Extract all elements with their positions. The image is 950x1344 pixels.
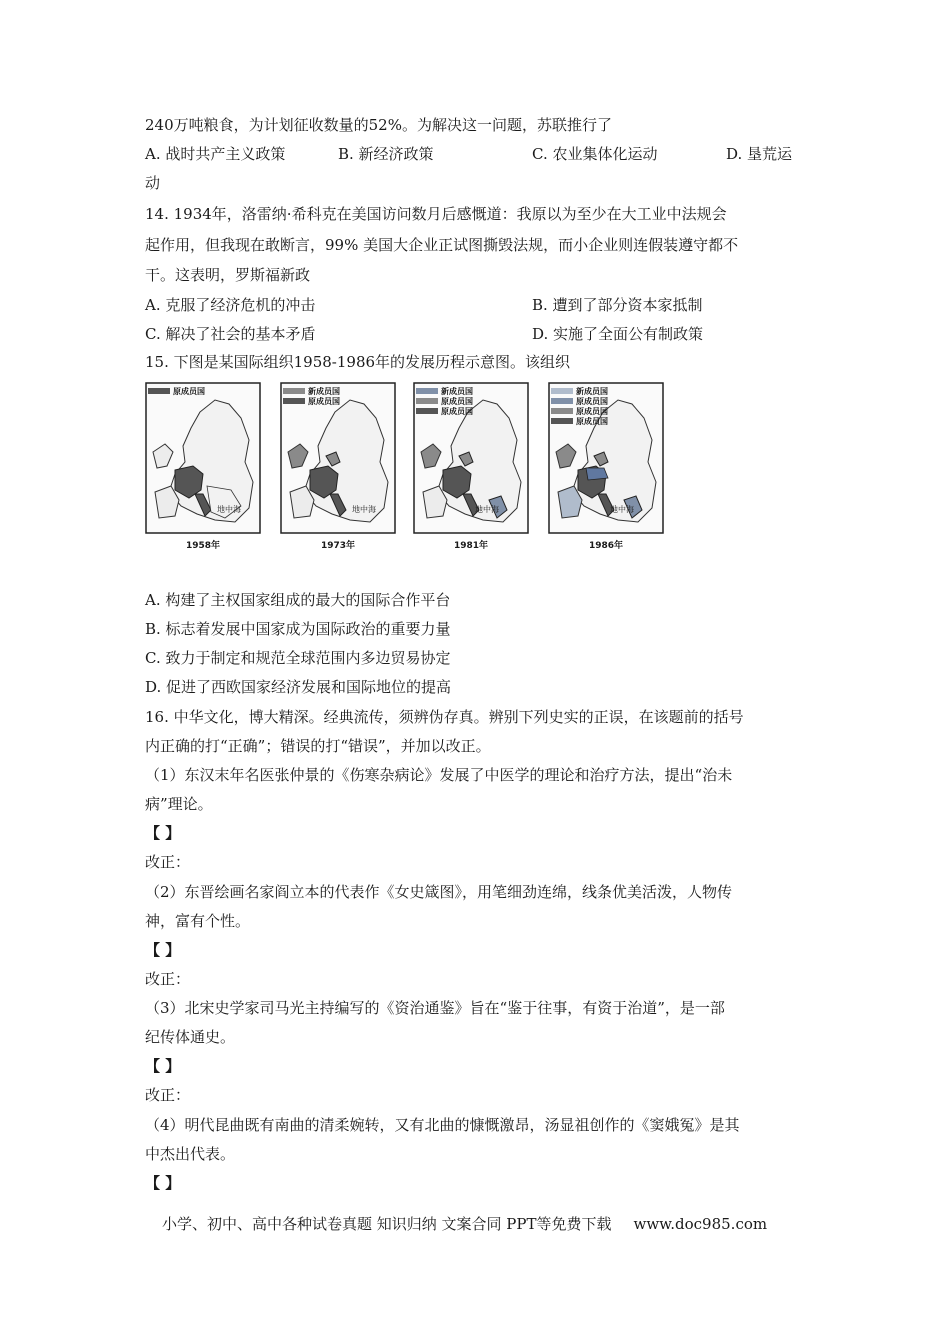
q16-stem-line-1: 16. 中华文化，博大精深。经典流传，须辨伪存真。辨别下列史实的正误，在该题前的括号 xyxy=(145,708,744,726)
q16-item-4-line-1: （4）明代昆曲既有南曲的清柔婉转，又有北曲的慷慨激昂，汤显祖创作的《窦娥冤》是其 xyxy=(145,1116,740,1134)
legend-1973-1: 新成员国 xyxy=(308,386,340,396)
year-label-1973: 1973年 xyxy=(320,541,356,551)
footer-text: 小学、初中、高中各种试卷真题 知识归纳 文案合同 PPT等免费下载 xyxy=(162,1215,612,1233)
europe-map-1973 xyxy=(280,382,396,534)
legend-1981-2: 原成员国 xyxy=(441,396,473,406)
year-label-1958: 1958年 xyxy=(185,541,221,551)
q15-option-d: D. 促进了西欧国家经济发展和国际地位的提高 xyxy=(145,678,452,696)
q14-stem-line-1: 14. 1934年，洛雷纳·希科克在美国访问数月后感慨道：我原以为至少在大工业中法规会 xyxy=(145,205,727,223)
q15-option-a: A. 构建了主权国家组成的最大的国际合作平台 xyxy=(145,591,451,609)
q16-stem-line-2: 内正确的打“正确”；错误的打“错误”，并加以改正。 xyxy=(145,737,491,755)
q13-option-c: C. 农业集体化运动 xyxy=(532,145,658,163)
q16-item-2-bracket: 【 】 xyxy=(145,941,181,959)
legend-1986-4: 原成员国 xyxy=(576,416,608,426)
q14-option-c: C. 解决了社会的基本矛盾 xyxy=(145,325,316,343)
q13-option-a: A. 战时共产主义政策 xyxy=(145,145,286,163)
q13-stem: 240万吨粮食，为计划征收数量的52%。为解决这一问题，苏联推行了 xyxy=(145,116,612,134)
eec-maps-figure xyxy=(145,382,665,554)
q16-item-2-line-2: 神，富有个性。 xyxy=(145,912,251,930)
map-1986 xyxy=(548,382,664,551)
q16-item-2-line-1: （2）东晋绘画名家阎立本的代表作《女史箴图》，用笔细劲连绵，线条优美活泼，人物传 xyxy=(145,883,733,901)
q16-item-3-line-2: 纪传体通史。 xyxy=(145,1028,236,1046)
q16-item-1-line-2: 病”理论。 xyxy=(145,795,213,813)
sea-label-1958: 地中海 xyxy=(217,505,241,514)
map-1973 xyxy=(280,382,396,551)
q14-stem-line-3: 干。这表明，罗斯福新政 xyxy=(145,266,311,284)
q13-option-d-wrap: 动 xyxy=(145,174,161,192)
q16-item-3-correction: 改正： xyxy=(145,1086,191,1104)
legend-1986-1: 新成员国 xyxy=(576,386,608,396)
q13-option-d: D. 垦荒运 xyxy=(726,145,793,163)
q16-item-2-correction: 改正： xyxy=(145,970,191,988)
map-1958 xyxy=(145,382,261,551)
q13-option-b: B. 新经济政策 xyxy=(338,145,434,163)
q16-item-4-line-2: 中杰出代表。 xyxy=(145,1145,236,1163)
legend-1986-3: 原成员国 xyxy=(576,406,608,416)
sea-label-1986: 地中海 xyxy=(610,505,634,514)
map-1981 xyxy=(413,382,529,551)
q16-item-1-correction: 改正： xyxy=(145,853,191,871)
q15-option-b: B. 标志着发展中国家成为国际政治的重要力量 xyxy=(145,620,451,638)
sea-label-1973: 地中海 xyxy=(352,505,376,514)
q15-option-c: C. 致力于制定和规范全球范围内多边贸易协定 xyxy=(145,649,451,667)
q14-option-d: D. 实施了全面公有制政策 xyxy=(532,325,704,343)
q16-item-4-bracket: 【 】 xyxy=(145,1174,181,1192)
q16-item-1-line-1: （1）东汉末年名医张仲景的《伤寒杂病论》发展了中医学的理论和治疗方法，提出“治未 xyxy=(145,766,733,784)
q16-item-1-bracket: 【 】 xyxy=(145,824,181,842)
europe-map-1986 xyxy=(548,382,664,534)
legend-1981-3: 原成员国 xyxy=(441,406,473,416)
europe-map-1958 xyxy=(145,382,261,534)
q14-option-a: A. 克服了经济危机的冲击 xyxy=(145,296,316,314)
footer xyxy=(162,1214,767,1234)
q14-option-b: B. 遭到了部分资本家抵制 xyxy=(532,296,703,314)
footer-url-link[interactable]: www.doc985.com xyxy=(633,1215,768,1233)
sea-label-1981: 地中海 xyxy=(475,505,499,514)
legend-1986-2: 原成员国 xyxy=(576,396,608,406)
legend-1981-1: 新成员国 xyxy=(441,386,473,396)
europe-map-1981 xyxy=(413,382,529,534)
q14-stem-line-2: 起作用，但我现在敢断言，99% 美国大企业正试图撕毁法规，而小企业则连假装遵守都不 xyxy=(145,236,739,254)
year-label-1986: 1986年 xyxy=(588,541,624,551)
q16-item-3-line-1: （3）北宋史学家司马光主持编写的《资治通鉴》旨在“鉴于往事，有资于治道”，是一部 xyxy=(145,999,725,1017)
q16-item-3-bracket: 【 】 xyxy=(145,1057,181,1075)
legend-1973-2: 原成员国 xyxy=(308,396,340,406)
legend-1958-1: 原成员国 xyxy=(173,386,205,396)
q15-stem: 15. 下图是某国际组织1958-1986年的发展历程示意图。该组织 xyxy=(145,353,571,371)
year-label-1981: 1981年 xyxy=(453,541,489,551)
